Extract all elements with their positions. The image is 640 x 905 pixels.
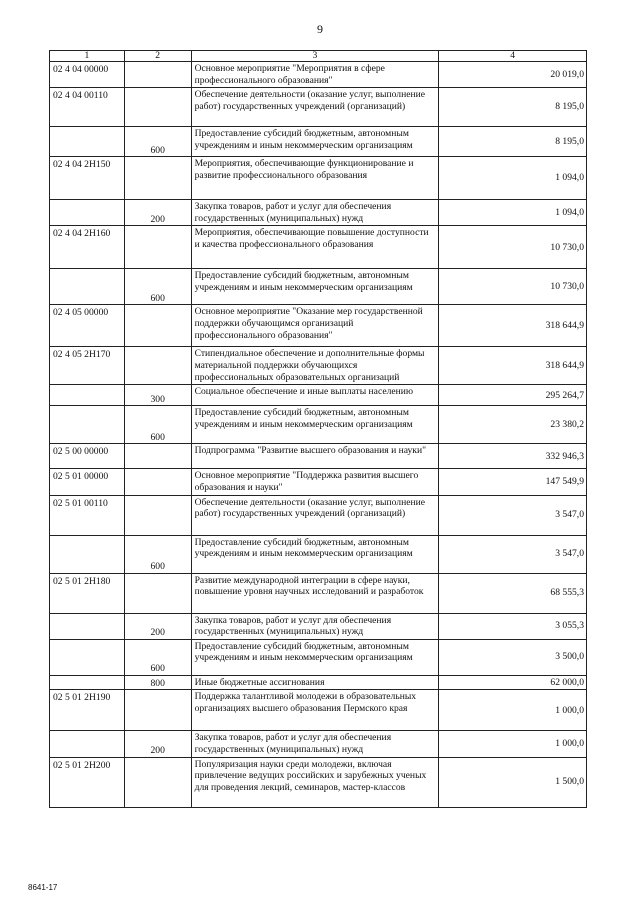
cell-name: Предоставление субсидий бюджетным, автономным учреждениям и иным некоммерческим организациям (191, 269, 439, 305)
cell-name: Закупка товаров, работ и услуг для обеспечения государственных (муниципальных) нужд (191, 613, 439, 639)
cell-code: 02 5 01 2Н190 (50, 690, 125, 731)
cell-expense-kind: 300 (124, 385, 191, 406)
cell-name: Поддержка талантливой молодежи в образовательных организациях высшего образования Пермского края (191, 690, 439, 731)
table-row (50, 731, 587, 757)
cell-name: Закупка товаров, работ и услуг для обеспечения государственных (муниципальных) нужд (191, 200, 439, 226)
table-row (50, 269, 587, 305)
cell-name: Предоставление субсидий бюджетным, автономным учреждениям и иным некоммерческим организациям (191, 639, 439, 675)
cell-amount: 8 195,0 (439, 127, 587, 157)
cell-code (50, 127, 125, 157)
table-row (50, 757, 587, 807)
cell-expense-kind (124, 88, 191, 127)
header-col-3: 3 (191, 51, 439, 62)
cell-name: Основное мероприятие "Мероприятия в сфере профессионального образования" (191, 62, 439, 88)
cell-name: Основное мероприятие "Оказание мер государственной поддержки обучающимся организаций профессионального образования" (191, 305, 439, 347)
table-row (50, 535, 587, 573)
cell-name: Предоставление субсидий бюджетным, автономным учреждениям и иным некоммерческим организациям (191, 127, 439, 157)
cell-amount: 68 555,3 (439, 573, 587, 613)
table-row (50, 200, 587, 226)
table-row (50, 444, 587, 469)
cell-amount: 20 019,0 (439, 62, 587, 88)
cell-code (50, 200, 125, 226)
cell-expense-kind (124, 305, 191, 347)
table-row (50, 639, 587, 675)
cell-code (50, 675, 125, 690)
cell-expense-kind (124, 444, 191, 469)
cell-amount: 332 946,3 (439, 444, 587, 469)
table-header-row (50, 51, 587, 62)
cell-amount: 1 094,0 (439, 200, 587, 226)
cell-name: Подпрограмма "Развитие высшего образования и науки" (191, 444, 439, 469)
cell-code: 02 4 04 00110 (50, 88, 125, 127)
cell-expense-kind: 600 (124, 535, 191, 573)
cell-amount: 8 195,0 (439, 88, 587, 127)
cell-expense-kind: 600 (124, 639, 191, 675)
table-row (50, 495, 587, 535)
cell-amount: 3 500,0 (439, 639, 587, 675)
cell-amount: 318 644,9 (439, 347, 587, 385)
cell-expense-kind (124, 62, 191, 88)
cell-amount: 3 547,0 (439, 535, 587, 573)
cell-code: 02 4 05 2Н170 (50, 347, 125, 385)
cell-name: Развитие международной интеграции в сфере науки, повышение уровня научных исследований и разработок (191, 573, 439, 613)
cell-amount: 62 000,0 (439, 675, 587, 690)
cell-name: Социальное обеспечение и иные выплаты населению (191, 385, 439, 406)
header-col-2: 2 (124, 51, 191, 62)
cell-amount: 318 644,9 (439, 305, 587, 347)
cell-code: 02 4 04 2Н150 (50, 157, 125, 200)
cell-code: 02 4 04 00000 (50, 62, 125, 88)
cell-amount: 23 380,2 (439, 406, 587, 444)
table-row (50, 157, 587, 200)
cell-code: 02 5 01 2Н180 (50, 573, 125, 613)
cell-amount: 10 730,0 (439, 269, 587, 305)
table-body (50, 62, 587, 808)
cell-amount: 3 547,0 (439, 495, 587, 535)
cell-name: Закупка товаров, работ и услуг для обеспечения государственных (муниципальных) нужд (191, 731, 439, 757)
cell-code: 02 4 05 00000 (50, 305, 125, 347)
table-row (50, 406, 587, 444)
cell-code (50, 613, 125, 639)
page-number: 9 (317, 22, 323, 36)
header-col-1: 1 (50, 51, 125, 62)
cell-code: 02 5 01 00110 (50, 495, 125, 535)
cell-amount: 295 264,7 (439, 385, 587, 406)
cell-code (50, 535, 125, 573)
cell-code (50, 385, 125, 406)
cell-expense-kind: 800 (124, 675, 191, 690)
cell-expense-kind (124, 573, 191, 613)
cell-expense-kind (124, 757, 191, 807)
cell-expense-kind: 200 (124, 731, 191, 757)
cell-name: Мероприятия, обеспечивающие функционирование и развитие профессионального образования (191, 157, 439, 200)
cell-code (50, 639, 125, 675)
cell-name: Основное мероприятие "Поддержка развития высшего образования и науки" (191, 469, 439, 495)
cell-name: Обеспечение деятельности (оказание услуг, выполнение работ) государственных учреждений (организаций) (191, 88, 439, 127)
budget-table (49, 50, 587, 808)
cell-expense-kind: 200 (124, 200, 191, 226)
cell-expense-kind: 600 (124, 406, 191, 444)
cell-amount: 3 055,3 (439, 613, 587, 639)
cell-expense-kind (124, 495, 191, 535)
cell-code (50, 269, 125, 305)
cell-amount: 1 500,0 (439, 757, 587, 807)
cell-expense-kind: 600 (124, 127, 191, 157)
cell-amount: 1 000,0 (439, 731, 587, 757)
cell-amount: 10 730,0 (439, 226, 587, 269)
cell-name: Популяризация науки среди молодежи, включая привлечение ведущих российских и зарубежных ученых для проведения лекций, семинаров, мастер-классов (191, 757, 439, 807)
cell-expense-kind: 200 (124, 613, 191, 639)
cell-expense-kind (124, 226, 191, 269)
table-row (50, 385, 587, 406)
cell-expense-kind (124, 469, 191, 495)
table-row (50, 690, 587, 731)
cell-code: 02 5 01 2Н200 (50, 757, 125, 807)
table-row (50, 88, 587, 127)
table-row (50, 613, 587, 639)
cell-name: Стипендиальное обеспечение и дополнительные формы материальной поддержки обучающихся профессиональных образовательных организаций (191, 347, 439, 385)
cell-amount: 1 000,0 (439, 690, 587, 731)
cell-name: Иные бюджетные ассигнования (191, 675, 439, 690)
cell-name: Предоставление субсидий бюджетным, автономным учреждениям и иным некоммерческим организациям (191, 535, 439, 573)
table-row (50, 127, 587, 157)
cell-amount: 1 094,0 (439, 157, 587, 200)
cell-code: 02 4 04 2Н160 (50, 226, 125, 269)
cell-name: Обеспечение деятельности (оказание услуг, выполнение работ) государственных учреждений (организаций) (191, 495, 439, 535)
cell-code (50, 406, 125, 444)
table-row (50, 347, 587, 385)
header-col-4: 4 (439, 51, 587, 62)
table-row (50, 469, 587, 495)
cell-code (50, 731, 125, 757)
table-row (50, 305, 587, 347)
table-row (50, 62, 587, 88)
cell-expense-kind (124, 690, 191, 731)
cell-amount: 147 549,9 (439, 469, 587, 495)
table-row (50, 226, 587, 269)
cell-code: 02 5 01 00000 (50, 469, 125, 495)
cell-name: Мероприятия, обеспечивающие повышение доступности и качества профессионального образования (191, 226, 439, 269)
cell-expense-kind (124, 157, 191, 200)
cell-name: Предоставление субсидий бюджетным, автономным учреждениям и иным некоммерческим организациям (191, 406, 439, 444)
cell-expense-kind: 600 (124, 269, 191, 305)
cell-expense-kind (124, 347, 191, 385)
table-row (50, 675, 587, 690)
footer-code: 8641-17 (28, 883, 58, 892)
cell-code: 02 5 00 00000 (50, 444, 125, 469)
table-row (50, 573, 587, 613)
